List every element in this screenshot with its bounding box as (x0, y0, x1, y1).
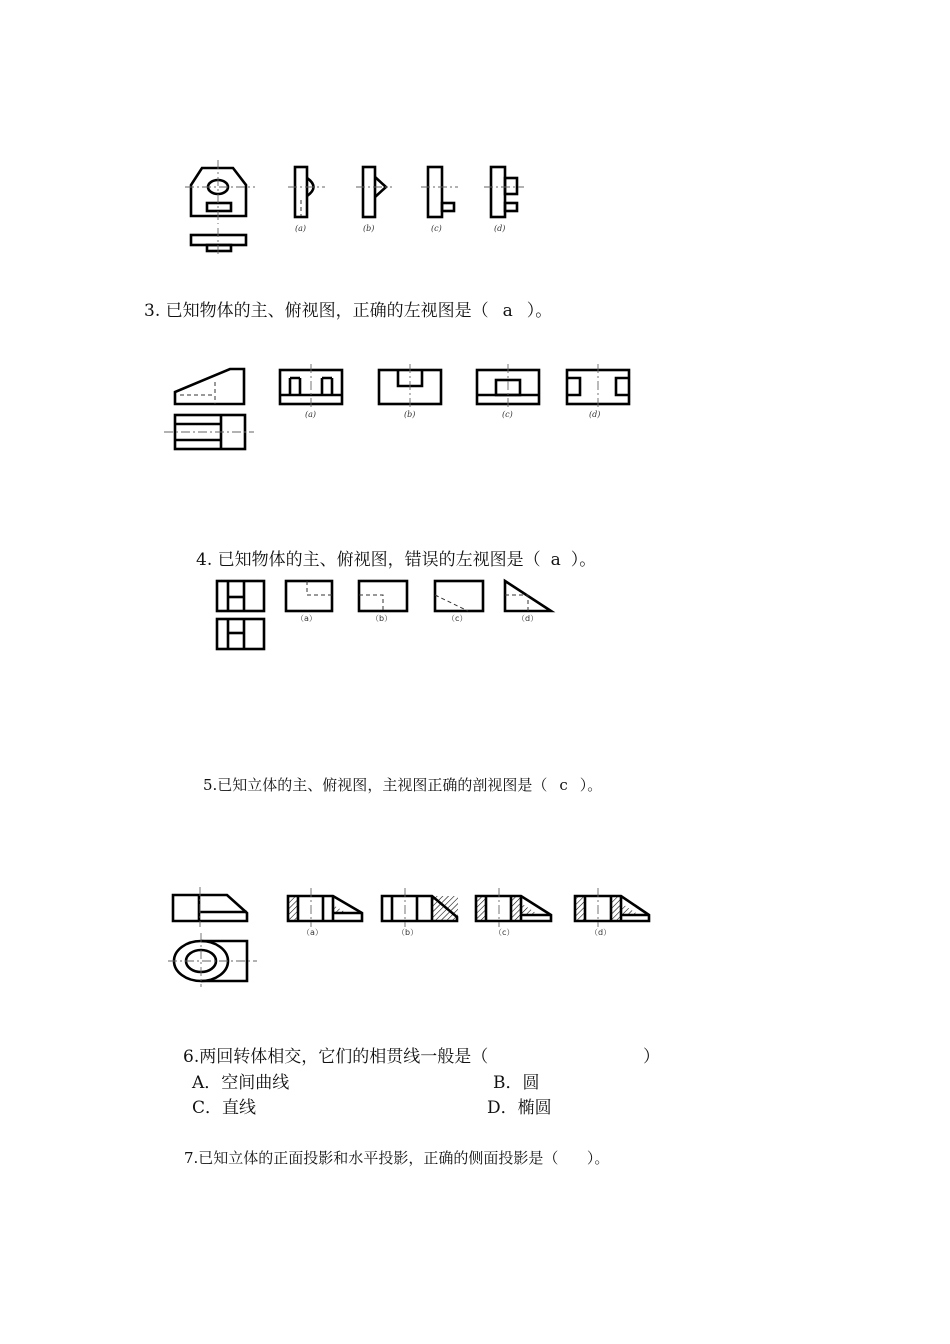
question-5 (203, 774, 602, 796)
question-4 (196, 549, 596, 571)
question-5-close: ）。 (579, 776, 603, 794)
figure-1-main-view (185, 160, 255, 224)
figure-3-option-c (435, 581, 483, 611)
figure-2-option-a (280, 364, 342, 410)
question-7-text: 7.已知立体的正面投影和水平投影，正确的侧面投影是（ ）。 (184, 1149, 610, 1167)
figure-4-option-a (288, 888, 362, 927)
figure-4-label-d: （d） (590, 928, 612, 937)
question-6 (183, 1046, 488, 1068)
figure-1-option-d (484, 167, 524, 217)
figure-4-views (165, 885, 665, 989)
question-6-option-a: A．空间曲线 (192, 1073, 290, 1093)
figure-1-label-d: (d) (494, 224, 506, 233)
figure-2-option-d (567, 364, 629, 410)
figure-3-option-b (359, 581, 407, 611)
question-4-close: ）。 (570, 550, 597, 570)
figure-3-label-d: （d） (517, 614, 539, 623)
figure-2-label-b: (b) (404, 410, 416, 419)
figure-2-label-a: (a) (305, 410, 317, 419)
figure-4-label-c: （c） (494, 928, 515, 937)
figure-2-top-view (164, 415, 254, 449)
figure-2-label-c: (c) (502, 410, 513, 419)
figure-1-option-b (356, 167, 392, 217)
figure-4-option-d (575, 888, 649, 927)
figure-3-option-a (286, 581, 332, 611)
question-3-answer: a (502, 301, 513, 321)
question-3 (144, 300, 552, 322)
question-6-text: 6.两回转体相交，它们的相贯线一般是（ (183, 1047, 489, 1067)
question-4-answer: a (550, 550, 561, 570)
figure-1-option-c (421, 167, 458, 217)
figure-4-option-c (476, 888, 551, 927)
figure-2-option-b (379, 364, 441, 410)
figure-3-main-view (217, 581, 264, 611)
question-3-text: 3. 已知物体的主、俯视图，正确的左视图是（ (144, 301, 489, 321)
figure-1-label-a: (a) (295, 224, 307, 233)
question-5-text: 5.已知立体的主、俯视图，主视图正确的剖视图是（ (203, 776, 548, 794)
figure-4-option-b (382, 888, 458, 927)
figure-4-top-view (168, 933, 257, 987)
figure-1-label-b: (b) (363, 224, 375, 233)
figure-3-option-d (505, 581, 551, 611)
question-5-answer: c (559, 776, 568, 794)
figure-2-label-d: (d) (589, 410, 601, 419)
figure-2-views (160, 362, 640, 454)
figure-1-views (180, 160, 540, 260)
figure-3-label-a: （a） (296, 614, 317, 623)
question-6-option-b: B．圆 (493, 1073, 540, 1093)
question-6-option-d: D．椭圆 (487, 1098, 552, 1118)
figure-3-top-view (217, 619, 264, 649)
question-4-text: 4. 已知物体的主、俯视图，错误的左视图是（ (196, 550, 541, 570)
figure-1-label-c: (c) (431, 224, 442, 233)
question-6-blank-close: ） (643, 1047, 660, 1067)
question-3-close: ）。 (526, 301, 553, 321)
figure-3-label-c: （c） (447, 614, 468, 623)
figure-1-top-view (191, 228, 246, 256)
figure-1-option-a (288, 167, 325, 217)
figure-2-option-c (477, 364, 539, 410)
figure-4-main-view (173, 887, 247, 927)
question-7 (184, 1147, 609, 1169)
question-6-option-c: C．直线 (192, 1098, 257, 1118)
figure-4-label-b: （b） (397, 928, 419, 937)
figure-4-label-a: （a） (302, 928, 323, 937)
figure-3-views (210, 575, 570, 655)
figure-2-main-view (175, 369, 244, 404)
figure-3-label-b: （b） (371, 614, 393, 623)
